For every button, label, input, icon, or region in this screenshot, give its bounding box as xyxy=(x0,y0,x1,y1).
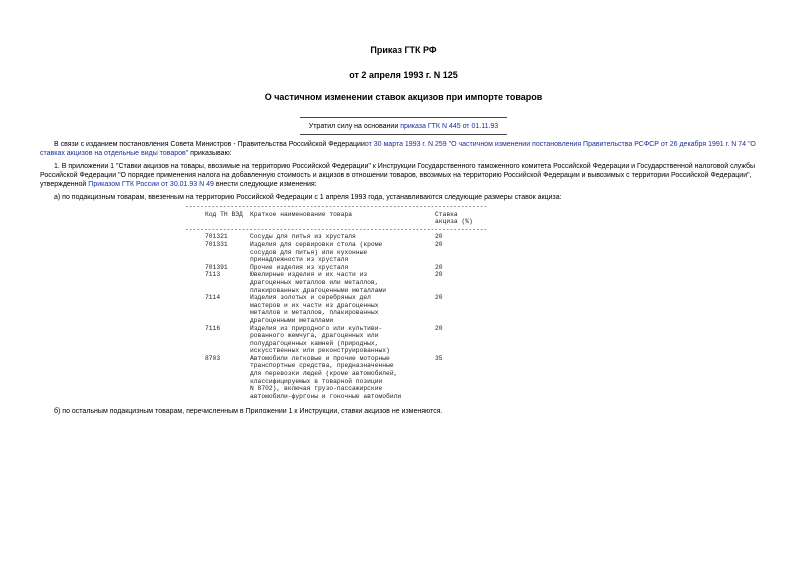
cell-rate: 20 xyxy=(435,324,443,332)
cell-code: 701321 xyxy=(205,233,228,241)
paragraph-item-b: б) по остальным подакцизным товарам, перечисленным в Приложении 1 к Инструкции, ставки акцизов не изменяются. xyxy=(54,408,443,415)
table-header-rule: -------------------------------------------------------------------------------- xyxy=(185,225,488,233)
cell-name-line: полудрагоценных камней (природных, xyxy=(250,339,379,347)
preamble-text-end: приказываю: xyxy=(188,150,232,157)
header-rate: Ставка акциза (%) xyxy=(435,210,473,226)
cell-name-line: N 8702), включая грузо-пассажирские xyxy=(250,385,383,393)
header-name: Краткое наименование товара xyxy=(250,210,353,218)
status-bottom-rule xyxy=(300,134,507,135)
government-decree-link[interactable]: от 30 марта 1993 г. N 259 "О частичном изменении постановления Правительства РСФСР от 26 декабря 1991 г. N 74 "О ставках акцизов на отдельные виды товаров" xyxy=(40,141,756,157)
cell-name-line: Изделия для сервировки стола (кроме xyxy=(250,240,383,248)
cell-rate: 20 xyxy=(435,233,443,241)
table-body xyxy=(185,233,490,400)
cell-name-line: рованного жемчуга, драгоценных или xyxy=(250,332,379,340)
cell-name-line: драгоценных металлов или металлов, xyxy=(250,278,379,286)
cell-name-line: принадлежности из хрусталя xyxy=(250,256,349,264)
table-row xyxy=(185,325,490,355)
paragraph-preamble xyxy=(40,140,770,158)
cell-name-line: плакированных драгоценными металлами xyxy=(250,286,387,294)
cell-name-line: Прочие изделия из хрусталя xyxy=(250,263,349,271)
table-row xyxy=(185,264,490,272)
table-header xyxy=(185,211,490,226)
table-row xyxy=(185,233,490,241)
cell-name-line: Ювелирные изделия и их части из xyxy=(250,271,368,279)
cell-rate: 20 xyxy=(435,263,443,271)
cell-name-line: сосудов для питья) или кухонные xyxy=(250,248,368,256)
cell-name-line: автомобили-фургоны и гоночные автомобили xyxy=(250,392,402,400)
excise-rates-table xyxy=(185,203,490,400)
cell-name xyxy=(245,325,423,355)
cell-name-line: искусственных или реконструированных) xyxy=(250,347,390,355)
status-top-rule xyxy=(300,117,507,118)
cell-name xyxy=(245,271,423,294)
cell-code: 7113 xyxy=(205,271,221,279)
status-line xyxy=(0,123,807,130)
paragraph-item-a: а) по подакцизным товарам, ввезенным на территорию Российской Федерации с 1 апреля 1993 года, устанавливаются следующие размеры ставок акциза: xyxy=(54,194,562,201)
cell-rate: 20 xyxy=(435,271,443,279)
status-prefix: Утратил силу на основании xyxy=(308,123,399,130)
cell-code: 7116 xyxy=(205,324,221,332)
cell-name xyxy=(245,241,423,264)
table-row xyxy=(185,294,490,324)
cell-rate: 20 xyxy=(435,294,443,302)
item-1-text-end: внести следующие изменения: xyxy=(213,181,317,188)
cell-code: 8703 xyxy=(205,354,221,362)
cell-name-line: Изделия золотых и серебряных дел xyxy=(250,294,371,302)
cell-rate: 35 xyxy=(435,354,443,362)
cell-name-line: драгоценными металлами xyxy=(250,316,334,324)
cell-name-line: для перевозки людей (кроме автомобилей, xyxy=(250,370,398,378)
gtk-order-49-link[interactable]: Приказом ГТК России от 30.01.93 N 49 xyxy=(88,181,214,188)
preamble-text: В связи с изданием постановления Совета Министров - Правительства Российской Федерации xyxy=(54,141,365,148)
cell-name-line: Автомобили легковые и прочие моторные xyxy=(250,354,390,362)
cell-name xyxy=(245,294,423,324)
header-code: Код ТН ВЭД xyxy=(205,210,243,218)
cell-name-line: классифицируемых в товарной позиции xyxy=(250,377,383,385)
cell-name xyxy=(245,233,423,241)
cell-name-line: Изделия из природного или культиви- xyxy=(250,324,383,332)
cell-name-line: Сосуды для питья из хрусталя xyxy=(250,233,356,241)
cell-name-line: транспортные средства, предназначенные xyxy=(250,362,394,370)
table-row xyxy=(185,355,490,401)
doc-title: Приказ ГТК РФ xyxy=(370,45,437,55)
cell-name-line: металлов и металлов, плакированных xyxy=(250,309,379,317)
cell-code: 701391 xyxy=(205,263,228,271)
cell-name-line: мастеров и их части из драгоценных xyxy=(250,301,379,309)
doc-subject: О частичном изменении ставок акцизов при импорте товаров xyxy=(264,92,543,102)
table-top-rule: -------------------------------------------------------------------------------- xyxy=(185,203,488,210)
table-row xyxy=(185,241,490,264)
cell-code: 7114 xyxy=(205,294,221,302)
cell-name xyxy=(245,355,423,401)
cell-code: 701331 xyxy=(205,240,228,248)
doc-date: от 2 апреля 1993 г. N 125 xyxy=(349,70,458,80)
table-row xyxy=(185,271,490,294)
item-1-text: 1. В приложении 1 "Ставки акцизов на товары, ввозимые на территорию Российской Федерации" к Инструкции Государственного таможенного комитета Российской Федерации и Государственной налоговой службы Российской Федерации "О порядке применения налога на добавленную стоимость и акцизов в отношении товаров, ввозимых на территорию Российской Федерации и вывозимых с территории Российской Федерации", утвержденной xyxy=(40,163,756,188)
paragraph-item-1 xyxy=(40,162,770,189)
cell-name xyxy=(245,264,423,272)
cell-rate: 20 xyxy=(435,240,443,248)
repeal-order-link[interactable]: приказа ГТК N 445 от 01.11.93 xyxy=(400,123,499,130)
